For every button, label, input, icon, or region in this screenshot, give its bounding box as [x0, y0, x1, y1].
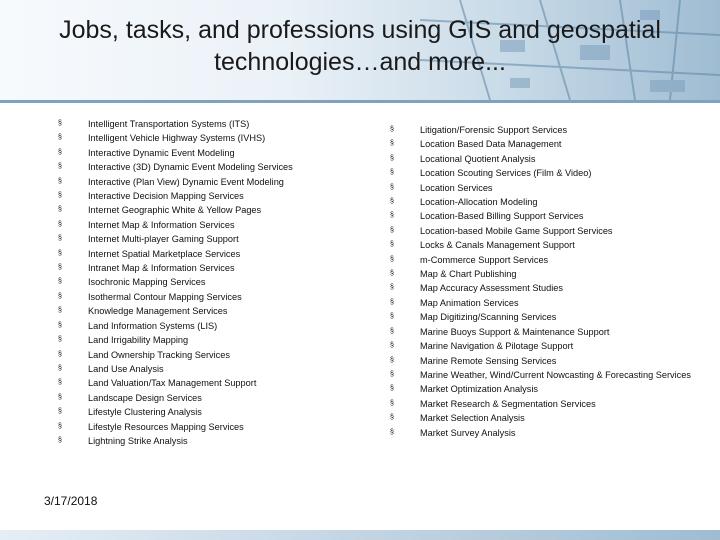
bullet-icon: §	[390, 370, 394, 378]
list-item	[390, 166, 695, 180]
list-item-text: Map Digitizing/Scanning Services	[420, 312, 557, 323]
list-item-text: Interactive Decision Mapping Services	[88, 191, 244, 202]
bullet-icon: §	[390, 385, 394, 393]
list-item-text: Marine Navigation & Pilotage Support	[420, 341, 574, 352]
list-item-text: Location-Allocation Modeling	[420, 197, 538, 208]
list-item-text: Lifestyle Resources Mapping Services	[88, 421, 244, 432]
list-item-text: Location-Based Billing Support Services	[420, 211, 584, 222]
list-item	[58, 232, 358, 246]
list-item-text: Isothermal Contour Mapping Services	[88, 291, 242, 302]
list-item	[58, 261, 358, 275]
list-item	[390, 209, 695, 223]
list-item-text: Map Animation Services	[420, 297, 519, 308]
list-item-text: Interactive Dynamic Event Modeling	[88, 147, 235, 158]
list-item-text: Location Based Data Management	[420, 139, 562, 150]
list-item	[390, 152, 695, 166]
left-bullet-list	[58, 117, 358, 448]
bullet-icon: §	[58, 148, 62, 156]
list-item	[390, 339, 695, 353]
list-item-text: Map & Chart Publishing	[420, 269, 517, 280]
bullet-icon: §	[390, 399, 394, 407]
list-item-text: Interactive (3D) Dynamic Event Modeling Services	[88, 162, 293, 173]
list-item-text: Marine Remote Sensing Services	[420, 355, 557, 366]
list-item	[58, 160, 358, 174]
bullet-icon: §	[58, 364, 62, 372]
list-item	[390, 137, 695, 151]
bullet-icon: §	[58, 264, 62, 272]
list-item	[390, 354, 695, 368]
list-item	[58, 362, 358, 376]
list-item	[58, 376, 358, 390]
list-item-text: Land Irrigability Mapping	[88, 335, 189, 346]
list-item-text: Locks & Canals Management Support	[420, 240, 575, 251]
list-item-text: Land Information Systems (LIS)	[88, 320, 218, 331]
list-item	[58, 131, 358, 145]
list-item-text: Internet Spatial Marketplace Services	[88, 248, 241, 259]
list-item	[58, 434, 358, 448]
bullet-icon: §	[58, 120, 62, 127]
bullet-icon: §	[58, 163, 62, 171]
list-item	[390, 238, 695, 252]
list-item-text: Internet Multi-player Gaming Support	[88, 234, 239, 245]
list-item-text: Lifestyle Clustering Analysis	[88, 407, 202, 418]
list-item	[390, 310, 695, 324]
bullet-icon: §	[58, 321, 62, 329]
list-item-text: Location Scouting Services (Film & Video)	[420, 168, 592, 179]
list-item-text: Market Selection Analysis	[420, 413, 525, 424]
list-item	[58, 348, 358, 362]
list-item	[58, 420, 358, 434]
list-item-text: Location Services	[420, 182, 493, 193]
list-item-text: Internet Geographic White & Yellow Pages	[88, 205, 262, 216]
list-item-text: Land Valuation/Tax Management Support	[88, 378, 257, 389]
list-item	[390, 325, 695, 339]
bullet-icon: §	[58, 278, 62, 286]
bullet-icon: §	[390, 270, 394, 278]
bullet-icon: §	[390, 154, 394, 162]
list-item-text: Land Use Analysis	[88, 363, 164, 374]
slide-title: Jobs, tasks, and professions using GIS and geospatial technologies…and more...	[59, 16, 661, 76]
bullet-icon: §	[390, 342, 394, 350]
list-item	[58, 247, 358, 261]
bullet-icon: §	[58, 235, 62, 243]
list-item	[58, 290, 358, 304]
list-item-text: Locational Quotient Analysis	[420, 153, 536, 164]
list-item-text: Market Research & Segmentation Services	[420, 398, 596, 409]
list-item-text: m-Commerce Support Services	[420, 254, 549, 265]
list-item-text: Map Accuracy Assessment Studies	[420, 283, 563, 294]
bullet-icon: §	[58, 350, 62, 358]
list-item-text: Intelligent Transportation Systems (ITS)	[88, 119, 250, 129]
list-item	[58, 189, 358, 203]
bullet-icon: §	[58, 336, 62, 344]
list-item	[390, 181, 695, 195]
bullet-icon: §	[58, 134, 62, 142]
bullet-icon: §	[58, 307, 62, 315]
bullet-icon: §	[58, 292, 62, 300]
list-item	[58, 333, 358, 347]
bullet-icon: §	[58, 249, 62, 257]
list-item-text: Knowledge Management Services	[88, 306, 228, 317]
list-item-text: Landscape Design Services	[88, 392, 202, 403]
list-item	[390, 195, 695, 209]
right-bullet-list	[390, 123, 695, 440]
footer-stripe	[0, 530, 720, 540]
bullet-icon: §	[390, 313, 394, 321]
bullet-icon: §	[58, 393, 62, 401]
bullet-icon: §	[390, 212, 394, 220]
list-item	[390, 368, 695, 382]
list-item-text: Interactive (Plan View) Dynamic Event Modeling	[88, 176, 284, 187]
list-item	[390, 224, 695, 238]
list-item	[390, 267, 695, 281]
list-item	[390, 123, 695, 137]
bullet-icon: §	[390, 183, 394, 191]
list-item	[58, 175, 358, 189]
list-item-text: Market Optimization Analysis	[420, 384, 538, 395]
list-item-text: Internet Map & Information Services	[88, 219, 235, 230]
list-item	[390, 281, 695, 295]
bullet-icon: §	[390, 226, 394, 234]
bullet-icon: §	[390, 241, 394, 249]
list-item	[58, 218, 358, 232]
slide-date: 3/17/2018	[44, 494, 98, 508]
list-item	[58, 319, 358, 333]
list-item	[58, 405, 358, 419]
bullet-icon: §	[390, 255, 394, 263]
header-divider	[0, 100, 720, 103]
list-item-text: Location-based Mobile Game Support Services	[420, 225, 613, 236]
list-item	[390, 253, 695, 267]
list-item	[58, 304, 358, 318]
bullet-icon: §	[58, 220, 62, 228]
list-item-text: Litigation/Forensic Support Services	[420, 125, 568, 135]
list-item-text: Isochronic Mapping Services	[88, 277, 206, 288]
bullet-icon: §	[390, 284, 394, 292]
bullet-icon: §	[58, 408, 62, 416]
header-banner	[0, 0, 720, 100]
list-item	[390, 411, 695, 425]
bullet-icon: §	[390, 169, 394, 177]
bullet-icon: §	[58, 422, 62, 430]
list-item	[58, 146, 358, 160]
list-item	[390, 382, 695, 396]
list-item	[390, 426, 695, 440]
bullet-icon: §	[390, 428, 394, 436]
bullet-icon: §	[390, 298, 394, 306]
bullet-icon: §	[58, 379, 62, 387]
list-item-text: Marine Buoys Support & Maintenance Support	[420, 326, 610, 337]
list-item-text: Market Survey Analysis	[420, 427, 516, 438]
list-item-text: Intelligent Vehicle Highway Systems (IVHS)	[88, 133, 266, 144]
list-item	[390, 397, 695, 411]
list-item-text: Marine Weather, Wind/Current Nowcasting & Forecasting Services	[420, 369, 691, 380]
list-item	[58, 117, 358, 131]
list-item-text: Land Ownership Tracking Services	[88, 349, 230, 360]
list-item-text: Intranet Map & Information Services	[88, 263, 235, 274]
bullet-icon: §	[390, 414, 394, 422]
list-item	[390, 296, 695, 310]
bullet-icon: §	[58, 192, 62, 200]
bullet-icon: §	[390, 198, 394, 206]
list-item-text: Lightning Strike Analysis	[88, 435, 188, 446]
bullet-icon: §	[58, 206, 62, 214]
bullet-icon: §	[58, 177, 62, 185]
bullet-icon: §	[390, 327, 394, 335]
bullet-icon: §	[390, 126, 394, 133]
list-item	[58, 391, 358, 405]
bullet-icon: §	[58, 436, 62, 444]
bullet-icon: §	[390, 356, 394, 364]
bullet-icon: §	[390, 140, 394, 148]
list-item	[58, 203, 358, 217]
list-item	[58, 275, 358, 289]
